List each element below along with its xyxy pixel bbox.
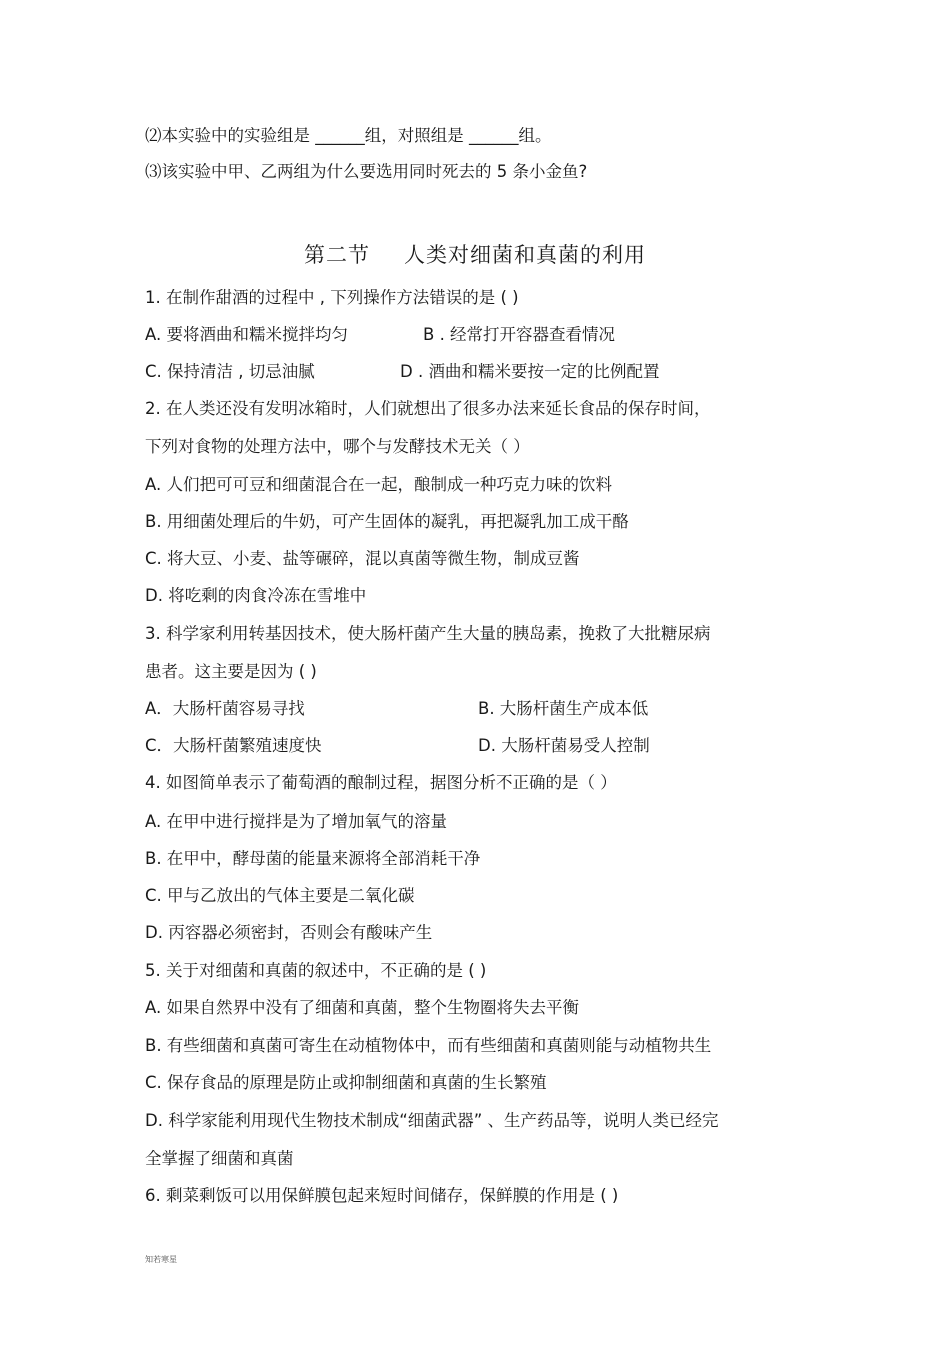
- question-4-option-a: A. 在甲中进行搅拌是为了增加氧气的溶量: [145, 812, 447, 831]
- question-1-stem: 1. 在制作甜酒的过程中 , 下列操作方法错误的是 ( ): [145, 288, 519, 307]
- question-4-option-b: B. 在甲中，酵母菌的能量来源将全部消耗干净: [145, 849, 481, 868]
- question-4-option-d: D. 丙容器必须密封，否则会有酸味产生: [145, 923, 433, 942]
- question-5-option-d-line-2: 全掌握了细菌和真菌: [145, 1149, 294, 1168]
- intro-question-2: ⑵本实验中的实验组是 ______组，对照组是 ______组。: [145, 126, 552, 145]
- question-1-options-row-1: [145, 324, 616, 346]
- question-3-option-b: B. 大肠杆菌生产成本低: [478, 699, 649, 718]
- question-2-stem-line-1: 2. 在人类还没有发明冰箱时，人们就想出了很多办法来延长食品的保存时间，: [145, 399, 711, 418]
- question-1-option-b: B . 经常打开容器查看情况: [423, 325, 616, 344]
- question-2-option-c: C. 将大豆、小麦、盐等碾碎，混以真菌等微生物，制成豆酱: [145, 549, 580, 568]
- question-5-stem: 5. 关于对细菌和真菌的叙述中，不正确的是 ( ): [145, 961, 487, 980]
- question-1-option-c: C. 保持清洁 , 切忌油腻: [145, 362, 315, 381]
- section-title: [0, 242, 950, 268]
- section-number: 第二节: [304, 243, 370, 267]
- question-2-option-b: B. 用细菌处理后的牛奶，可产生固体的凝乳，再把凝乳加工成干酪: [145, 512, 629, 531]
- question-3-options-row-1: [145, 698, 649, 720]
- page-footer: 知若寒星: [145, 1255, 177, 1264]
- question-3-option-a: A．大肠杆菌容易寻找: [145, 699, 305, 718]
- question-3-options-row-2: [145, 735, 650, 757]
- question-3-option-c: C．大肠杆菌繁殖速度快: [145, 736, 322, 755]
- question-4-option-c: C. 甲与乙放出的气体主要是二氧化碳: [145, 886, 415, 905]
- question-1-options-row-2: [145, 361, 660, 383]
- section-title-text: 人类对细菌和真菌的利用: [404, 243, 646, 267]
- question-1-option-a: A. 要将酒曲和糯米搅拌均匀: [145, 325, 348, 344]
- question-6-stem: 6. 剩菜剩饭可以用保鲜膜包起来短时间储存，保鲜膜的作用是 ( ): [145, 1186, 619, 1205]
- intro-question-3: ⑶该实验中甲、乙两组为什么要选用同时死去的 5 条小金鱼?: [145, 162, 588, 181]
- question-3-option-d: D. 大肠杆菌易受人控制: [478, 736, 650, 755]
- question-4-stem: 4. 如图简单表示了葡萄酒的酿制过程，据图分析不正确的是（ ）: [145, 773, 617, 792]
- question-2-stem-line-2: 下列对食物的处理方法中，哪个与发酵技术无关（ ）: [145, 437, 530, 456]
- question-2-option-d: D. 将吃剩的肉食冷冻在雪堆中: [145, 586, 367, 605]
- question-5-option-a: A. 如果自然界中没有了细菌和真菌，整个生物圈将失去平衡: [145, 998, 579, 1017]
- question-3-stem-line-1: 3. 科学家利用转基因技术，使大肠杆菌产生大量的胰岛素，挽救了大批糖尿病: [145, 624, 711, 643]
- question-5-option-c: C. 保存食品的原理是防止或抑制细菌和真菌的生长繁殖: [145, 1073, 547, 1092]
- question-5-option-b: B. 有些细菌和真菌可寄生在动植物体中，而有些细菌和真菌则能与动植物共生: [145, 1036, 712, 1055]
- question-3-stem-line-2: 患者。这主要是因为 ( ): [145, 662, 317, 681]
- question-5-option-d-line-1: D. 科学家能利用现代生物技术制成“细菌武器” 、生产药品等，说明人类已经完: [145, 1111, 719, 1130]
- question-2-option-a: A. 人们把可可豆和细菌混合在一起，酿制成一种巧克力味的饮料: [145, 475, 612, 494]
- question-1-option-d: D . 酒曲和糯米要按一定的比例配置: [400, 362, 660, 381]
